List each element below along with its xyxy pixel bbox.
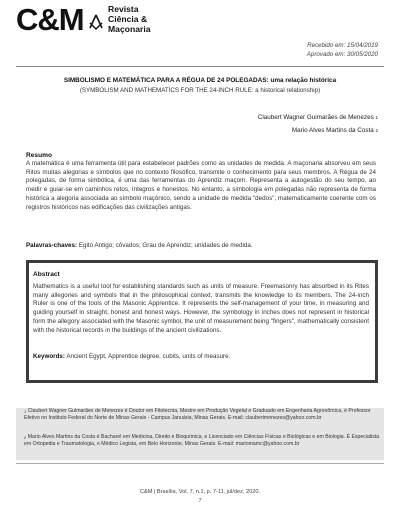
footnote-2 [24,434,380,449]
footer-divider [16,463,384,464]
abstract-heading: Abstract [33,271,60,278]
resumo-text: A matemática é uma ferramenta útil para estabelecer padrões como as unidades de medida. A maçonaria absorveu em seus Ritos muitas alegorias e símbolos que no contexto filosófico, transmite o conhecimento para seus membros. A Régua de 24 polegadas, de forma simbólica, é uma das ferramentas do Aprendiz maçom. Representa a autogestão do seu tempo, ao medir e guiar-se em caminhos retos, íntegros e honestos. No entanto, a simbologia em polegadas não representa de forma histórica a alegoria associada ao símbolo maçônico, sendo a unidade de medida "dedos", matematicamente coerente com os registros históricos nas edificações das civilizações antigas. [26,160,376,211]
journal-name [108,4,151,34]
footnote-mark: 1 [24,409,27,414]
keywords-label: Keywords: [33,353,65,360]
article-title: SIMBOLISMO E MATEMÁTICA PARA A RÉGUA DE 24 POLEGADAS: uma relação histórica [63,77,337,84]
approved-date: Aprovado em: 30/05/2020 [306,51,378,58]
author-name: Claubert Wagner Guimarães de Menezes [257,114,374,121]
square-compass-icon [88,14,104,30]
footnote-text: Claubert Wagner Guimarães de Menezes é Doutor em Fitotecnia, Mestre em Produção Vegetal e Graduado em Engenharia Agronômica, é Professor Efetivo no Instituto Federal do Norte de Minas Gerais - Campus Januária, Minas Gerais. E-mail: claubertmenezes@yahoo.com.br [24,408,371,422]
footnote-text: Mario Alves Martins da Costa é Bacharel em Medicina, Direito e Bioquímica, e Licenciado em Ciências Físicas e Biológicas e em Biologia. É Especialista em Ortopedia e Traumatologia, e Médico Legista, em Belo Horizonte, Minas Gerais. E-mail: mariomamc@yahoo.com.br [24,434,380,448]
journal-logo: C&M [16,2,84,37]
footer-citation: C&M | Brasília, Vol. 7, n.1, p. 7-11, jul/dez, 2020. [139,489,261,495]
keywords [33,352,369,361]
author-1 [258,113,378,122]
author-2 [292,126,378,135]
journal-name-line-1: Revista [108,4,139,14]
journal-name-line-2: Ciência & [108,14,148,24]
submission-dates [307,41,378,59]
received-date: Recebido em: 15/04/2019 [307,42,378,49]
page-number: 7 [198,498,202,504]
footnote-mark: 2 [24,435,27,440]
palavras-chaves [26,241,376,250]
footnote-1 [24,408,380,423]
journal-name-line-3: Maçonaria [108,24,151,34]
author-name: Mario Alves Martins da Costa [291,127,374,134]
keywords-text: Ancient Egypt, Apprentice degree, cubits, units of measure. [66,353,231,360]
header-divider [16,66,384,67]
abstract-text: Mathematics is a useful tool for establishing standards such as units of measure. Freemasonry has absorbed in its Rites many allegories and symbols that in the philosophical context, transmits the knowledge to its members. The 24-inch Ruler is one of the tools of the Masonic Apprentice. It represents the self-management of your time, in measuring and guiding yourself in straight, honest and honest ways. However, the symbology in inches does not represent in historical form the allegory associated with the Masonic symbol, the unit of measurement being "fingers", mathematically consistent with the historical records in the buildings of the ancient civilizations. [33,283,369,334]
author-footnote-mark: 1 [375,115,378,120]
article-subtitle: (SYMBOLISM AND MATHEMATICS FOR THE 24-INCH RULE: a historical relationship) [79,87,321,94]
author-footnote-mark: 2 [375,128,378,133]
palavras-chaves-label: Palavras-chaves: [26,242,78,249]
resumo-heading: Resumo [26,152,53,159]
palavras-chaves-text: Egito Antigo; côvados; Grau de Aprendiz; unidades de medida. [78,242,253,249]
